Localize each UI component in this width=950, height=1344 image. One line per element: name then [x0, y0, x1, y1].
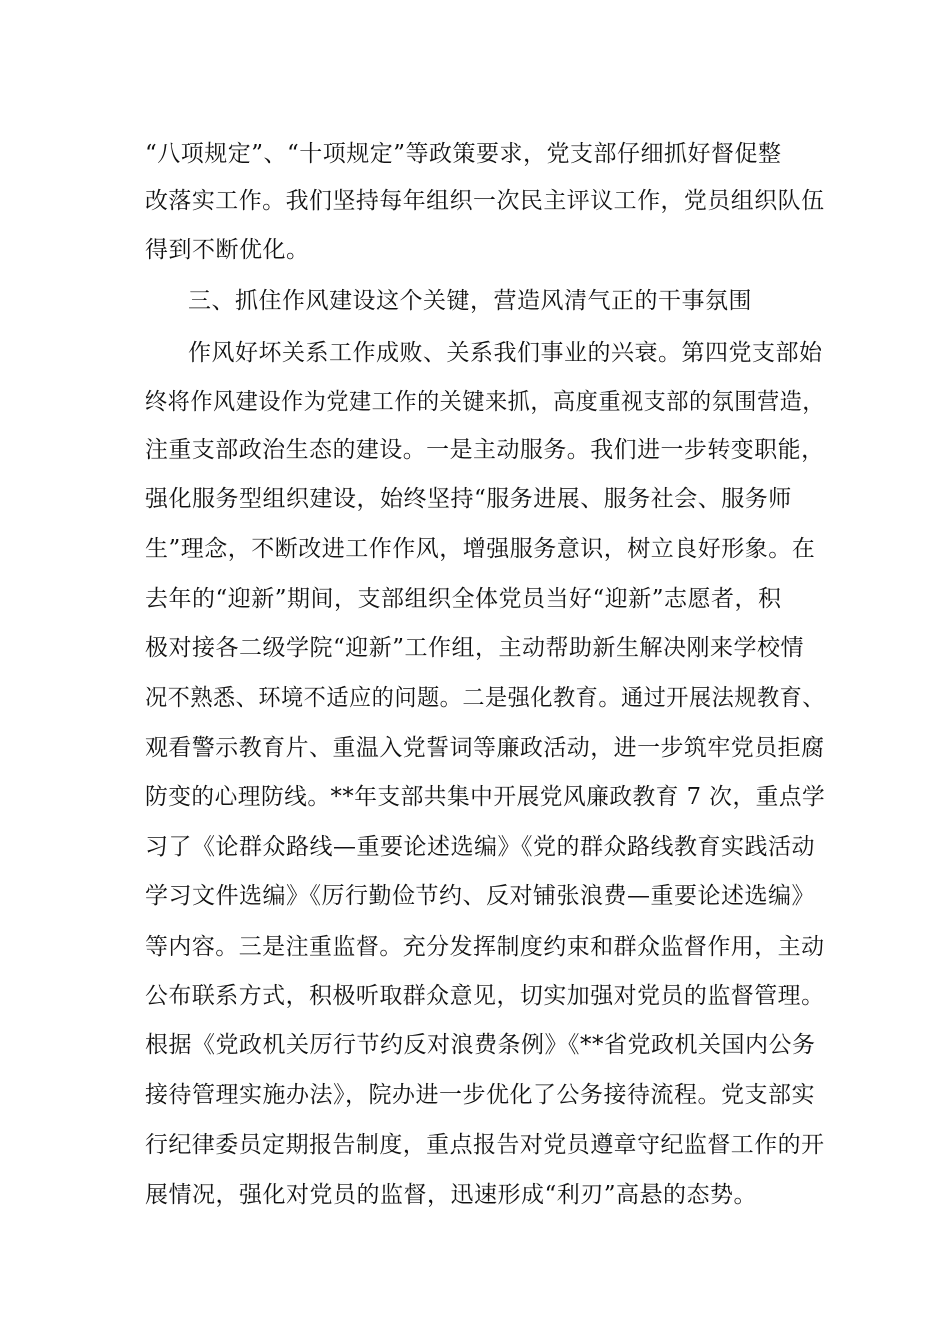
text-line: 改落实工作。我们坚持每年组织一次民主评议工作，党员组织队伍	[145, 188, 825, 214]
text-line: 极对接各二级学院“迎新”工作组，主动帮助新生解决刚来学校情	[145, 635, 805, 661]
text-line: 作风好坏关系工作成败、关系我们事业的兴衰。第四党支部始	[188, 340, 823, 366]
text-line: 生”理念，不断改进工作作风，增强服务意识，树立良好形象。在	[145, 536, 816, 562]
text-line: 注重支部政治生态的建设。一是主动服务。我们进一步转变职能，	[145, 437, 825, 463]
text-line: 习了《论群众路线—重要论述选编》《党的群众路线教育实践活动	[145, 834, 815, 860]
text-line: 去年的“迎新”期间，支部组织全体党员当好“迎新”志愿者，积	[145, 586, 782, 612]
text-line: 防变的心理防线。**年支部共集中开展党风廉政教育 7 次，重点学	[145, 784, 826, 810]
text-line: 根据《党政机关厉行节约反对浪费条例》《**省党政机关国内公务	[145, 1032, 816, 1058]
text-line: 行纪律委员定期报告制度，重点报告对党员遵章守纪监督工作的开	[145, 1132, 825, 1158]
text-line: 得到不断优化。	[145, 237, 310, 263]
text-line: 况不熟悉、环境不适应的问题。二是强化教育。通过开展法规教育、	[145, 685, 825, 711]
text-line: 展情况，强化对党员的监督，迅速形成“利刃”高悬的态势。	[145, 1182, 758, 1208]
text-line: 终将作风建设作为党建工作的关键来抓，高度重视支部的氛围营造，	[145, 389, 825, 415]
text-line: 公布联系方式，积极听取群众意见，切实加强对党员的监督管理。	[145, 983, 825, 1009]
text-line: 观看警示教育片、重温入党誓词等廉政活动，进一步筑牢党员拒腐	[145, 735, 825, 761]
section-heading: 三、抓住作风建设这个关键，营造风清气正的干事氛围	[188, 288, 752, 314]
text-line: 学习文件选编》《厉行勤俭节约、反对铺张浪费—重要论述选编》	[145, 883, 815, 909]
text-line: 接待管理实施办法》，院办进一步优化了公务接待流程。党支部实	[145, 1082, 815, 1108]
text-line: 强化服务型组织建设，始终坚持“服务进展、服务社会、服务师	[145, 486, 792, 512]
text-line: 等内容。三是注重监督。充分发挥制度约束和群众监督作用，主动	[145, 934, 825, 960]
text-line: “八项规定”、“十项规定”等政策要求，党支部仔细抓好督促整	[145, 141, 782, 167]
